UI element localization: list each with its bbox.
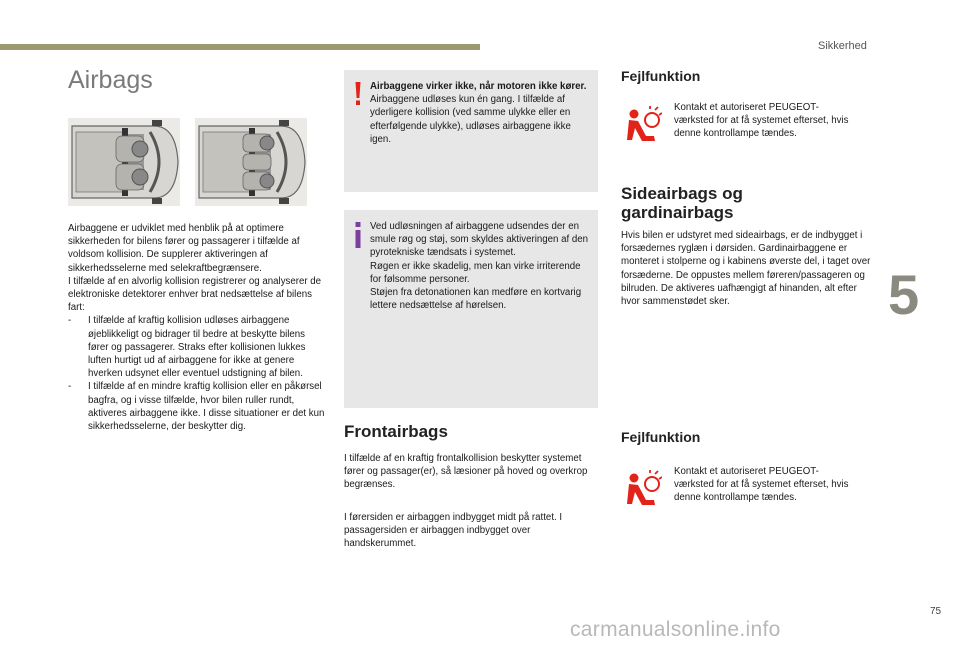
intro-paragraph-1: Airbaggene er udviklet med henblik på at optimere sikkerheden for bilens fører og passagerer i tilfælde af voldsom kollision. De supplerer aktiveringen af sikkerhedsselerne med selekraftbegrænsere. xyxy=(68,223,300,274)
page-title: Airbags xyxy=(68,66,153,94)
frontairbags-paragraph-2: I førersiden er airbaggen indbygget midt på rattet. I passagersiden er airbaggen indbygget over handskerummet. xyxy=(344,512,563,550)
info-box xyxy=(344,210,598,408)
info-line-1: Ved udløsningen af airbaggene udsendes der en smule røg og støj, som skyldes aktiveringen af den pyrotekniske tændsats i systemet. xyxy=(370,221,589,259)
exclamation-icon xyxy=(354,82,362,106)
sideairbags-heading xyxy=(621,184,743,222)
header-rule xyxy=(0,44,480,50)
airbag-warning-lamp-icon xyxy=(624,106,662,144)
info-icon xyxy=(354,222,362,248)
watermark: carmanualsonline.info xyxy=(570,618,781,641)
section-label: Sikkerhed xyxy=(818,40,867,52)
fejlfunktion-text-1: Kontakt et autoriseret PEUGEOT-værksted for at få systemet efterset, hvis denne kontrollampe tændes. xyxy=(674,102,849,140)
sideairbags-text: Hvis bilen er udstyret med sideairbags, er de indbygget i forsædernes ryglæn i dørsiden. Gardinairbaggene er monteret i stolperne og i kabinens øverste del, i taget over forsæderne. De oppustes mellem føreren/passageren og bilruden. De aktiveres uafhængigt af hinanden, alt efter hvor sammenstødet sker. xyxy=(621,230,871,308)
sideairbags-heading-line-1: Sideairbags og xyxy=(621,184,743,203)
car-two-seat-illustration xyxy=(68,118,180,206)
list-item-text: I tilfælde af en mindre kraftig kollision eller en påkørsel bagfra, og i visse tilfælde, hvor bilen ruller rundt, aktiveres airbaggene ikke. I disse situationer er det kun sikkerhedsselerne, der beskytter dig. xyxy=(88,381,325,433)
car-three-seat-illustration xyxy=(195,118,307,206)
warning-title: Airbaggene virker ikke, når motoren ikke kører. xyxy=(370,81,587,92)
chapter-number: 5 xyxy=(888,263,920,326)
warning-box xyxy=(344,70,598,192)
list-dash: - xyxy=(68,315,72,327)
warning-text: Airbaggene udløses kun én gang. I tilfælde af yderligere kollision (ved samme ulykke eller en efterfølgende ulykke), udløses airbaggene ikke igen. xyxy=(370,94,571,145)
info-line-2: Røgen er ikke skadelig, men kan virke irriterende for følsomme personer. xyxy=(370,260,581,285)
fejlfunktion-heading-2: Fejlfunktion xyxy=(621,429,701,445)
list-dash: - xyxy=(68,381,72,393)
page-number: 75 xyxy=(930,606,942,617)
list-item xyxy=(68,314,326,380)
airbags-intro xyxy=(68,222,326,433)
frontairbags-paragraph-1: I tilfælde af en kraftig frontalkollision beskytter systemet fører og passager(er), så læsioner på hoved og overkrop begrænses. xyxy=(344,453,588,491)
fejlfunktion-heading-1: Fejlfunktion xyxy=(621,68,701,84)
list-item-text: I tilfælde af kraftig kollision udløses airbaggene øjeblikkeligt og bidrager til bedre at beskytte bilens fører og passagerer. Straks efter kollisionen lukkes luften hurtigt ud af airbaggene for ikke at genere hverken udsynet eller eventuel udstigning af bilen. xyxy=(88,315,306,380)
info-line-3: Støjen fra detonationen kan medføre en kortvarig lettere nedsættelse af hørelsen. xyxy=(370,287,582,312)
list-item xyxy=(68,380,326,433)
airbag-warning-lamp-icon xyxy=(624,470,662,508)
fejlfunktion-text-2: Kontakt et autoriseret PEUGEOT-værksted for at få systemet efterset, hvis denne kontrollampe tændes. xyxy=(674,466,849,504)
sideairbags-heading-line-2: gardinairbags xyxy=(621,203,734,222)
intro-paragraph-2: I tilfælde af en alvorlig kollision registrerer og analyserer de elektroniske detektorer enhver brat nedsættelse af bilens fart: xyxy=(68,275,322,314)
frontairbags-heading: Frontairbags xyxy=(344,422,448,441)
